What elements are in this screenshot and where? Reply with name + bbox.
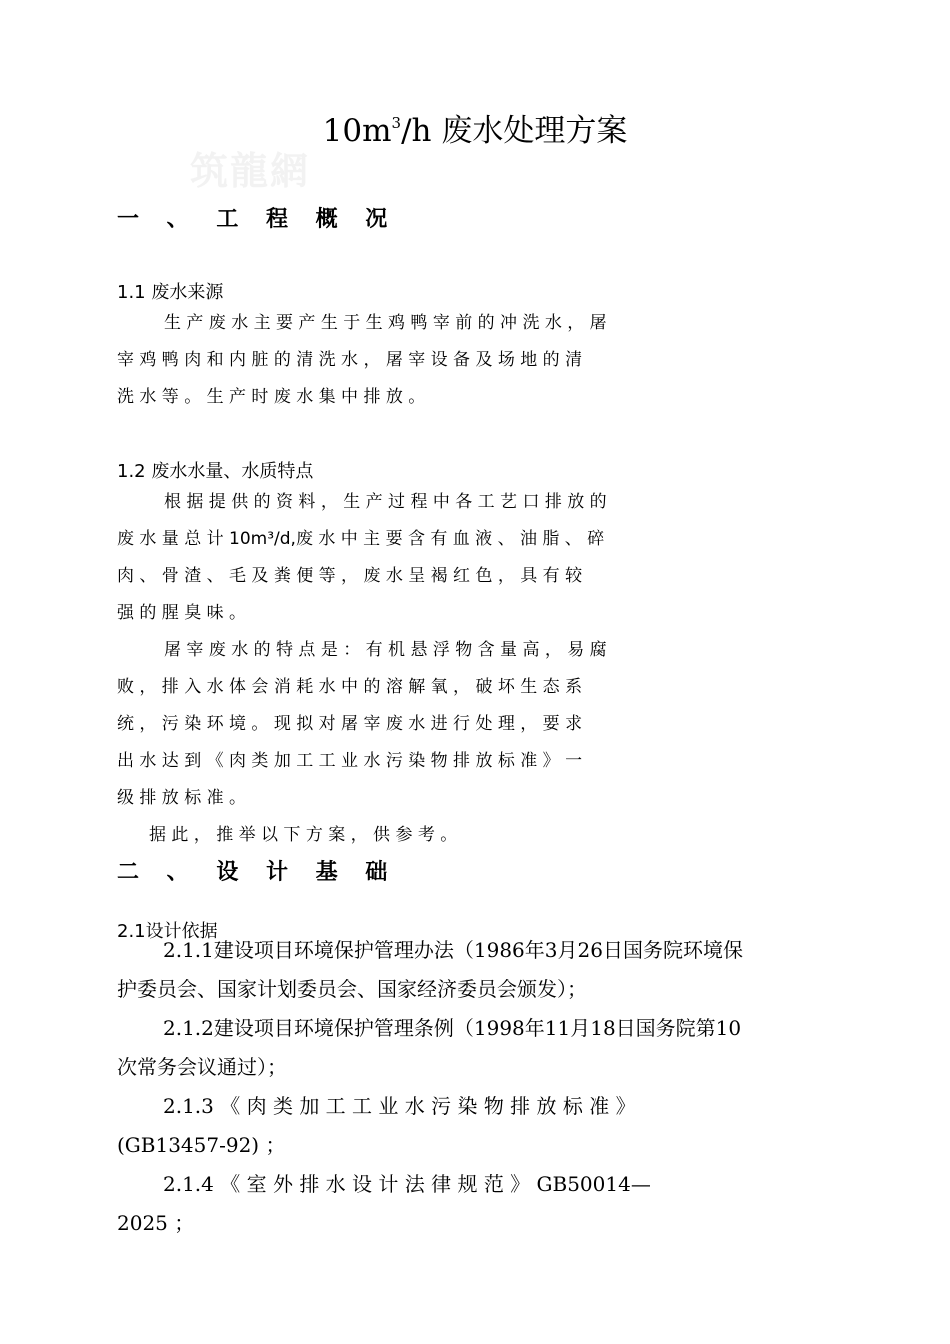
text-line: 强 的 腥 臭 味 。 — [117, 603, 247, 623]
text-line: 据 此 ， 推 举 以 下 方 案 ， 供 参 考 。 — [149, 825, 458, 845]
subsection-heading-2-1: 2.1设计依据 — [117, 921, 218, 942]
text-line: 级 排 放 标 准 。 — [117, 788, 247, 808]
paragraph-water-quality — [117, 484, 835, 854]
text-line: 肉 、 骨 渣 、 毛 及 粪 便 等 ， 废 水 呈 褐 红 色 ， 具 有 较 — [117, 566, 583, 586]
page-title — [0, 105, 950, 150]
title-suffix: /h 废水处理方案 — [401, 113, 628, 149]
list-item-line: 2025 ； — [117, 1211, 195, 1235]
text-line: 败 ， 排 入 水 体 会 消 耗 水 中 的 溶 解 氧 ， 破 坏 生 态 系 — [117, 677, 583, 697]
text-line: 宰 鸡 鸭 肉 和 内 脏 的 清 洗 水 ， 屠 宰 设 备 及 场 地 的 清 — [117, 350, 583, 370]
design-basis-list — [117, 931, 857, 1243]
list-item-line: 2.1.3 《 肉 类 加 工 工 业 水 污 染 物 排 放 标 准 》 — [163, 1094, 636, 1118]
section-heading-2: 二 、 设 计 基 础 — [117, 860, 398, 885]
text-line: 洗 水 等 。 生 产 时 废 水 集 中 排 放 。 — [117, 387, 426, 407]
watermark: 筑龍網 — [190, 148, 311, 193]
subsection-heading-1-1: 1.1 废水来源 — [117, 282, 224, 303]
text-line: 屠 宰 废 水 的 特 点 是 ： 有 机 悬 浮 物 含 量 高 ， 易 腐 — [164, 640, 607, 660]
text-line: 根 据 提 供 的 资 料 ， 生 产 过 程 中 各 工 艺 口 排 放 的 — [164, 492, 607, 512]
section-heading-1: 一 、 工 程 概 况 — [117, 207, 398, 232]
text-line: 废 水 量 总 计 10m³/d,废 水 中 主 要 含 有 血 液 、 油 脂 、 碎 — [117, 529, 605, 549]
text-line: 生 产 废 水 主 要 产 生 于 生 鸡 鸭 宰 前 的 冲 洗 水 ， 屠 — [164, 313, 607, 333]
list-item-line: 次常务会议通过）； — [117, 1055, 287, 1079]
text-line: 统 ， 污 染 环 境 。 现 拟 对 屠 宰 废 水 进 行 处 理 ， 要 求 — [117, 714, 583, 734]
list-item-line: 2.1.4 《 室 外 排 水 设 计 法 律 规 范 》 GB50014— — [163, 1172, 651, 1196]
list-item-line: 2.1.1建设项目环境保护管理办法（1986年3月26日国务院环境保 — [163, 938, 743, 962]
subsection-heading-1-2: 1.2 废水水量、水质特点 — [117, 461, 314, 482]
title-prefix: 10m — [322, 113, 392, 149]
text-line: 出 水 达 到 《 肉 类 加 工 工 业 水 污 染 物 排 放 标 准 》 一 — [117, 751, 583, 771]
list-item-line: (GB13457-92) ； — [117, 1133, 286, 1157]
title-superscript: 3 — [391, 114, 402, 132]
paragraph-wastewater-source — [117, 305, 835, 416]
list-item-line: 2.1.2建设项目环境保护管理条例（1998年11月18日国务院第10 — [163, 1016, 742, 1040]
list-item-line: 护委员会、国家计划委员会、国家经济委员会颁发）； — [117, 977, 587, 1001]
